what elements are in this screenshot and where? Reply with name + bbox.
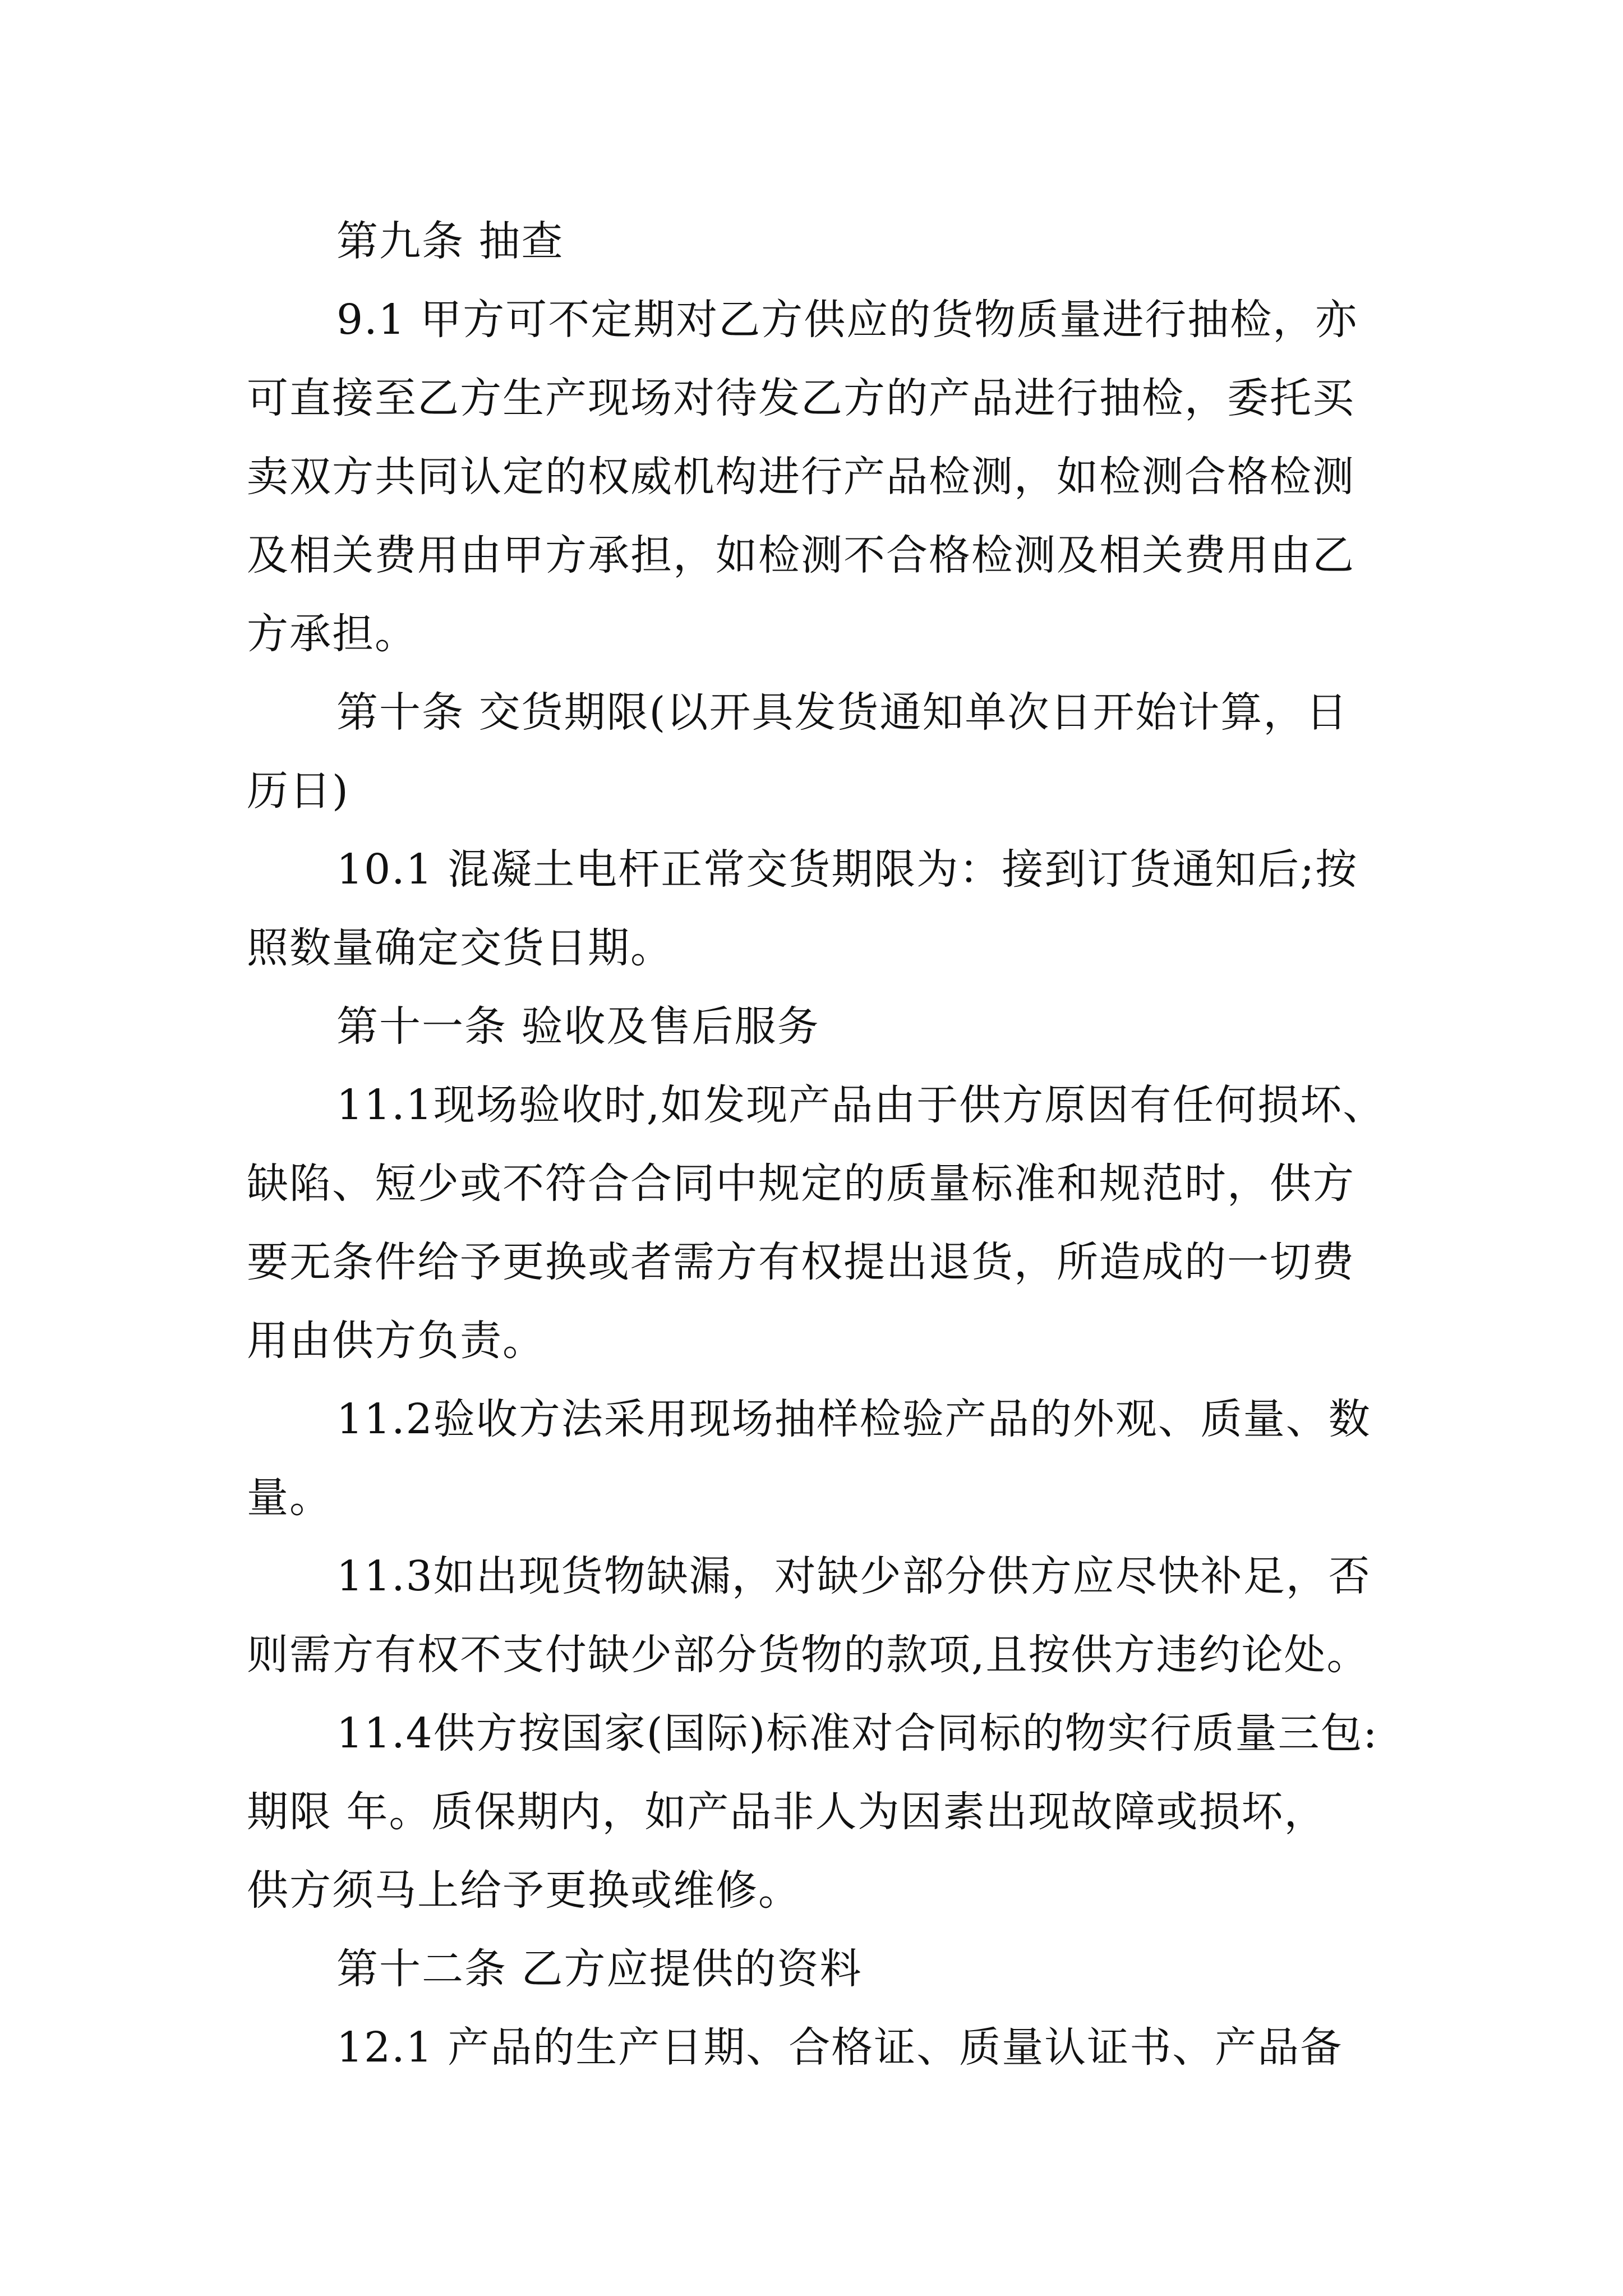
- clause-11-1-line: 11.1现场验收时,如发现产品由于供方原因有任何损坏、: [336, 1081, 1386, 1129]
- document-body: [247, 202, 1396, 2087]
- clause-12-1-line: 12.1 产品的生产日期、合格证、质量认证书、产品备: [336, 2023, 1343, 2072]
- clause-11-3-line: 则需方有权不支付缺少部分货物的款项,且按供方违约论处。: [247, 1631, 1370, 1679]
- heading-article-9: 第九条 抽查: [336, 217, 564, 265]
- heading-article-10: 第十条 交货期限(以开具发货通知单次日开始计算，日: [336, 688, 1349, 737]
- clause-10-1-line: 10.1 混凝土电杆正常交货期限为：接到订货通知后;按: [336, 845, 1358, 894]
- clause-11-2-line: 11.2验收方法采用现场抽样检验产品的外观、质量、数: [336, 1395, 1371, 1443]
- clause-9-1-line: 可直接至乙方生产现场对待发乙方的产品进行抽检，委托买: [247, 374, 1355, 422]
- clause-11-4-line: 供方须马上给予更换或维修。: [247, 1866, 801, 1915]
- clause-9-1-line: 9.1 甲方可不定期对乙方供应的货物质量进行抽检，亦: [336, 296, 1358, 344]
- clause-9-1-line: 方承担。: [247, 610, 417, 658]
- heading-article-10-continued: 历日): [247, 767, 349, 815]
- clause-11-2-line: 量。: [247, 1474, 332, 1522]
- heading-article-12: 第十二条 乙方应提供的资料: [336, 1945, 863, 1993]
- clause-11-1-line: 用由供方负责。: [247, 1317, 545, 1365]
- clause-9-1-line: 及相关费用由甲方承担，如检测不合格检测及相关费用由乙: [247, 531, 1355, 579]
- clause-11-3-line: 11.3如出现货物缺漏，对缺少部分供方应尽快补足，否: [336, 1552, 1371, 1600]
- clause-11-4-line: 期限 年。质保期内，如产品非人为因素出现故障或损坏，: [247, 1788, 1327, 1836]
- clause-11-1-line: 要无条件给予更换或者需方有权提出退货，所造成的一切费: [247, 1238, 1355, 1286]
- heading-article-11: 第十一条 验收及售后服务: [336, 1002, 820, 1051]
- clause-10-1-line: 照数量确定交货日期。: [247, 924, 673, 972]
- clause-11-4-line: 11.4供方按国家(国际)标准对合同标的物实行质量三包:: [336, 1709, 1378, 1757]
- clause-11-1-line: 缺陷、短少或不符合合同中规定的质量标准和规范时，供方: [247, 1159, 1355, 1208]
- clause-9-1-line: 卖双方共同认定的权威机构进行产品检测，如检测合格检测: [247, 453, 1355, 501]
